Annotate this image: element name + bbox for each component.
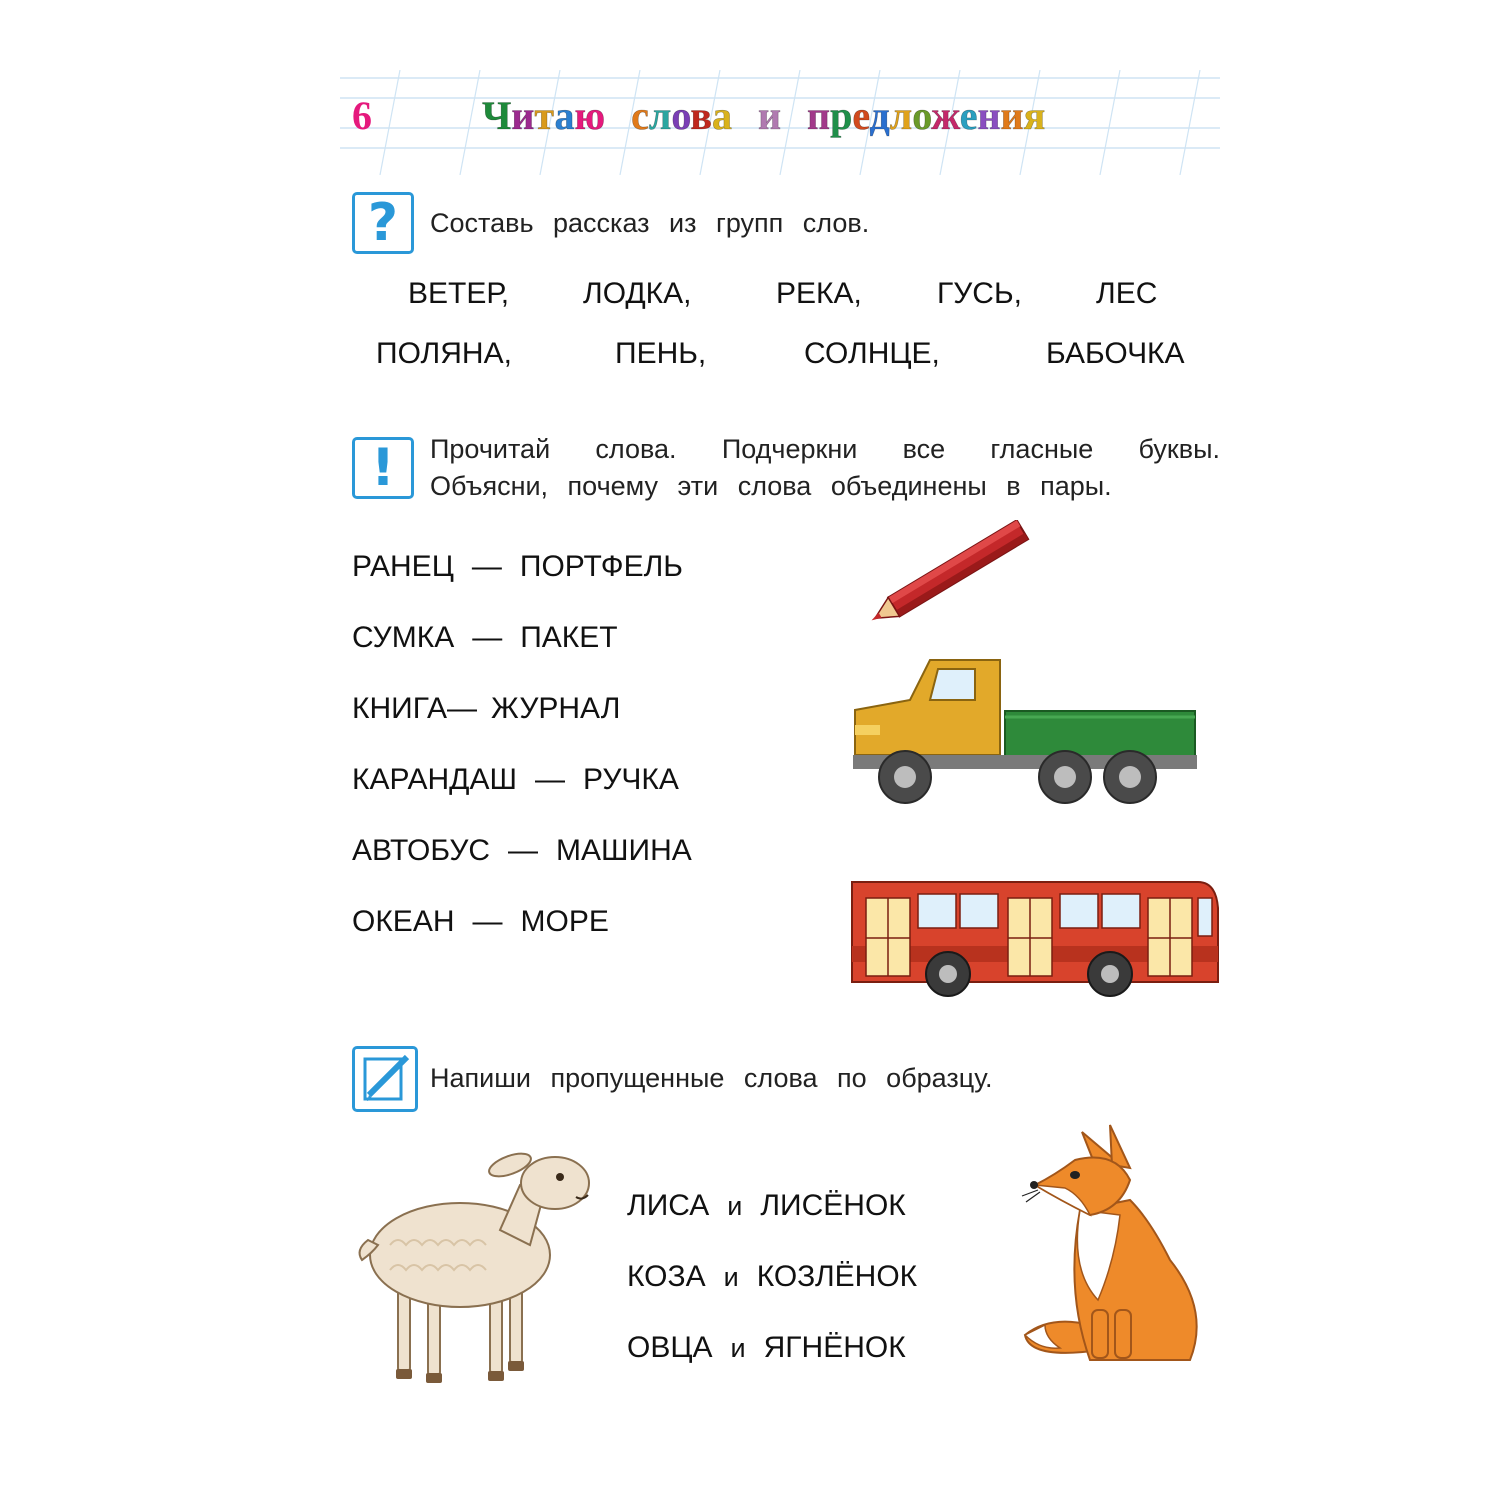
title-letter: е [959,93,978,138]
pair-dash: — [471,550,502,583]
word-pair-5 [352,833,692,869]
word-pen: ПЕНЬ, [615,337,707,370]
word-les: ЛЕС [1096,277,1158,310]
page-title [482,90,1122,142]
pair-2-a: СУМКА [352,621,455,654]
conj-i: и [727,1191,743,1221]
pair-6-a: ОКЕАН [352,905,455,938]
row-2-b: КОЗЛЁНОК [756,1260,918,1293]
word-lodka: ЛОДКА, [583,277,692,310]
title-word [758,90,781,142]
pair-5-b: МАШИНА [556,834,692,867]
row-3-a: ОВЦА [627,1331,713,1364]
title-letter: о [671,93,691,138]
title-letter: р [830,93,853,138]
row-1-b: ЛИСЁНОК [760,1189,906,1222]
row-1-a: ЛИСА [627,1189,710,1222]
word-polyana: ПОЛЯНА, [376,337,512,370]
pair-dash: — [472,905,503,938]
title-letter: и [511,93,535,138]
title-letter: и [757,93,782,138]
title-letter: а [711,93,732,138]
conj-i: и [730,1333,746,1363]
bus-illustration [848,878,1220,1000]
word-solnce: СОЛНЦЕ, [804,337,940,370]
title-letter: Ч [482,93,512,138]
task1-instruction: Составь рассказ из групп слов. [430,208,870,238]
title-letter: т [534,93,555,138]
pencil-illustration [855,520,1040,630]
word-pair-3 [352,691,620,727]
animal-row-3 [627,1330,906,1366]
word-pair-6 [352,904,609,940]
pair-dash: — [508,834,539,867]
row-2-a: КОЗА [627,1260,706,1293]
pair-2-b: ПАКЕТ [520,621,618,654]
title-letter: с [631,93,649,138]
title-word [631,90,732,142]
conj-i: и [723,1262,739,1292]
title-letter: е [852,93,870,138]
title-letter: а [554,93,575,138]
truck-illustration [850,655,1200,810]
title-letter: н [977,93,1001,138]
task2-instruction-line1: Прочитай слова. Подчеркни все гласные буквы. [430,434,1220,464]
exclamation-mark-icon [352,437,414,499]
pair-1-a: РАНЕЦ [352,550,454,583]
word-pair-2 [352,620,618,656]
title-letter: л [648,93,672,138]
question-glyph: ? [367,193,399,253]
word-gus: ГУСЬ, [937,277,1022,310]
title-letter: ж [931,93,960,138]
pen-writing-icon [352,1046,418,1112]
pair-dash: — [446,692,477,725]
task3-instruction: Напиши пропущенные слова по образцу. [430,1063,993,1093]
pair-1-b: ПОРТФЕЛЬ [519,550,683,583]
page-number: 6 [352,93,372,138]
pair-4-b: РУЧКА [583,763,679,796]
word-pair-1 [352,549,683,585]
pair-3-b: ЖУРНАЛ [490,692,621,725]
title-letter: д [869,93,890,138]
question-mark-icon [352,192,414,254]
title-letter: я [1023,93,1046,138]
word-babochka: БАБОЧКА [1046,337,1185,370]
pair-3-a: КНИГА [352,692,447,725]
row-3-b: ЯГНЁНОК [763,1331,906,1364]
title-letter: и [1000,93,1024,138]
fox-illustration [1020,1120,1210,1382]
title-letter: л [889,93,913,138]
word-veter: ВЕТЕР, [408,277,510,310]
title-letter: в [690,93,712,138]
title-word [807,90,1045,142]
pair-dash: — [472,621,503,654]
pair-5-a: АВТОБУС [352,834,491,867]
lamb-illustration [350,1135,595,1385]
pair-6-b: МОРЕ [520,905,609,938]
pen-writing-glyph [355,1049,415,1109]
title-word [482,90,605,142]
pair-dash: — [535,763,565,796]
exclamation-glyph: ! [371,438,395,498]
word-pair-4 [352,762,679,798]
title-letter: ю [574,93,606,138]
title-letter: о [912,93,932,138]
pair-4-a: КАРАНДАШ [352,763,517,796]
animal-row-1 [627,1188,906,1224]
title-letter: п [807,93,831,138]
animal-row-2 [627,1259,917,1295]
word-reka: РЕКА, [776,277,862,310]
task2-instruction-line2: Объясни, почему эти слова объединены в пары. [430,471,1112,501]
